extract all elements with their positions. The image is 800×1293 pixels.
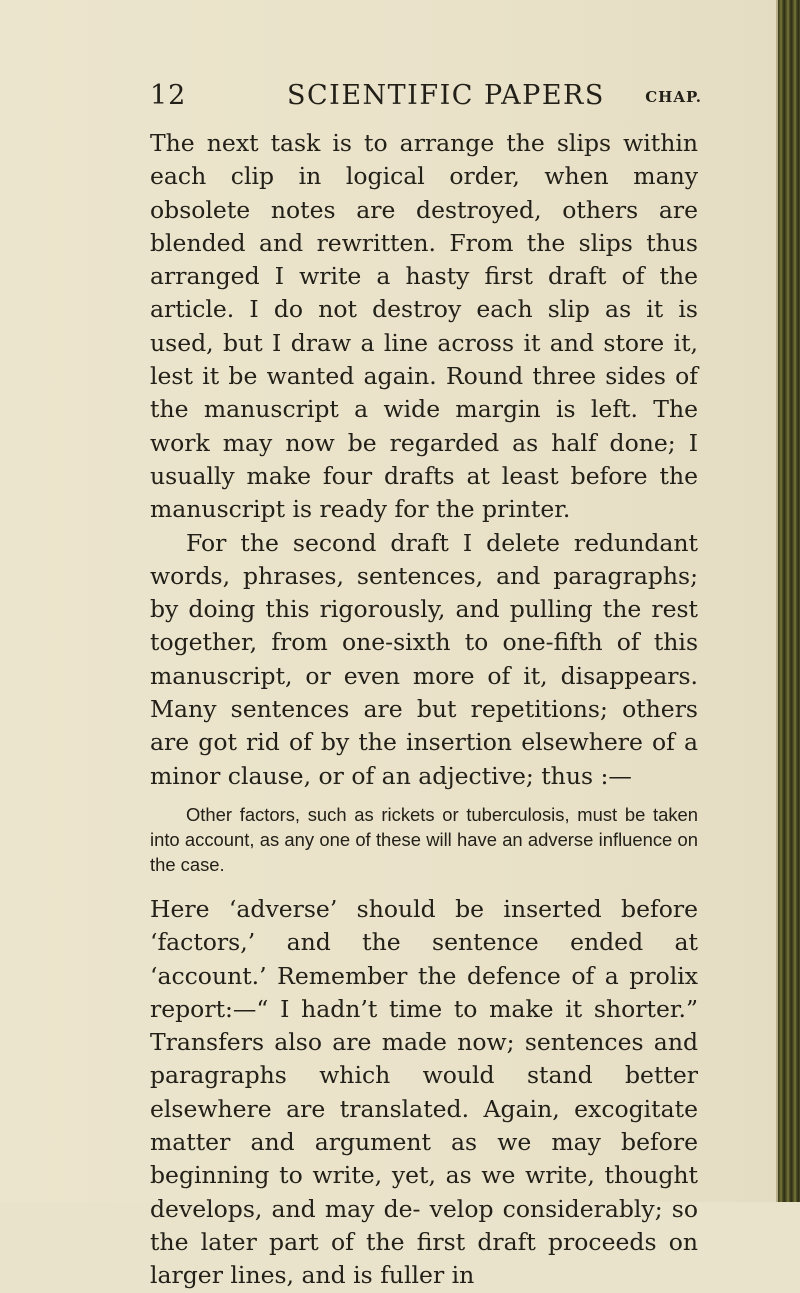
quoted-example: Other factors, such as rickets or tuberculosis, must be taken into account, as any one of these will have an adverse influence on the case.: [150, 803, 698, 875]
page-edge-binding: [776, 0, 800, 1202]
running-header: [150, 80, 710, 120]
paragraph-2: For the second draft I delete redundant words, phrases, sentences, and paragraphs; by doing this rigorously, and pulling the rest together, from one-sixth to one-fifth of this manuscript, or even more of it, disappears. Many sentences are but repetitions; others are got rid of by the insertion elsewhere of a minor clause, or of an adjective; thus :—: [150, 528, 698, 790]
paragraph-3: Here ‘adverse’ should be inserted before ‘factors,’ and the sentence ended at ‘account.’ Remember the defence of a prolix report:—“ I hadn’t time to make it shorter.” Transfers also are made now; sentences and paragraphs which would stand better elsewhere are translated. Again, excogitate matter and argument as we may before beginning to write, yet, as we write, thought develops, and may de- velop considerably; so the later part of the first draft proceeds on larger lines, and is fuller in: [150, 894, 698, 1290]
page-number: 12: [150, 80, 187, 111]
paragraph-1: The next task is to arrange the slips within each clip in logical order, when many obsolete notes are destroyed, others are blended and rewritten. From the slips thus arranged I write a hasty first draft of the article. I do not destroy each slip as it is used, but I draw a line across it and store it, lest it be wanted again. Round three sides of the manuscript a wide margin is left. The work may now be regarded as half done; I usually make four drafts at least before the manuscript is ready for the printer.: [150, 129, 698, 524]
chapter-label: CHAP.: [645, 88, 702, 106]
running-title: SCIENTIFIC PAPERS: [287, 80, 605, 111]
page-body: [150, 127, 698, 1293]
